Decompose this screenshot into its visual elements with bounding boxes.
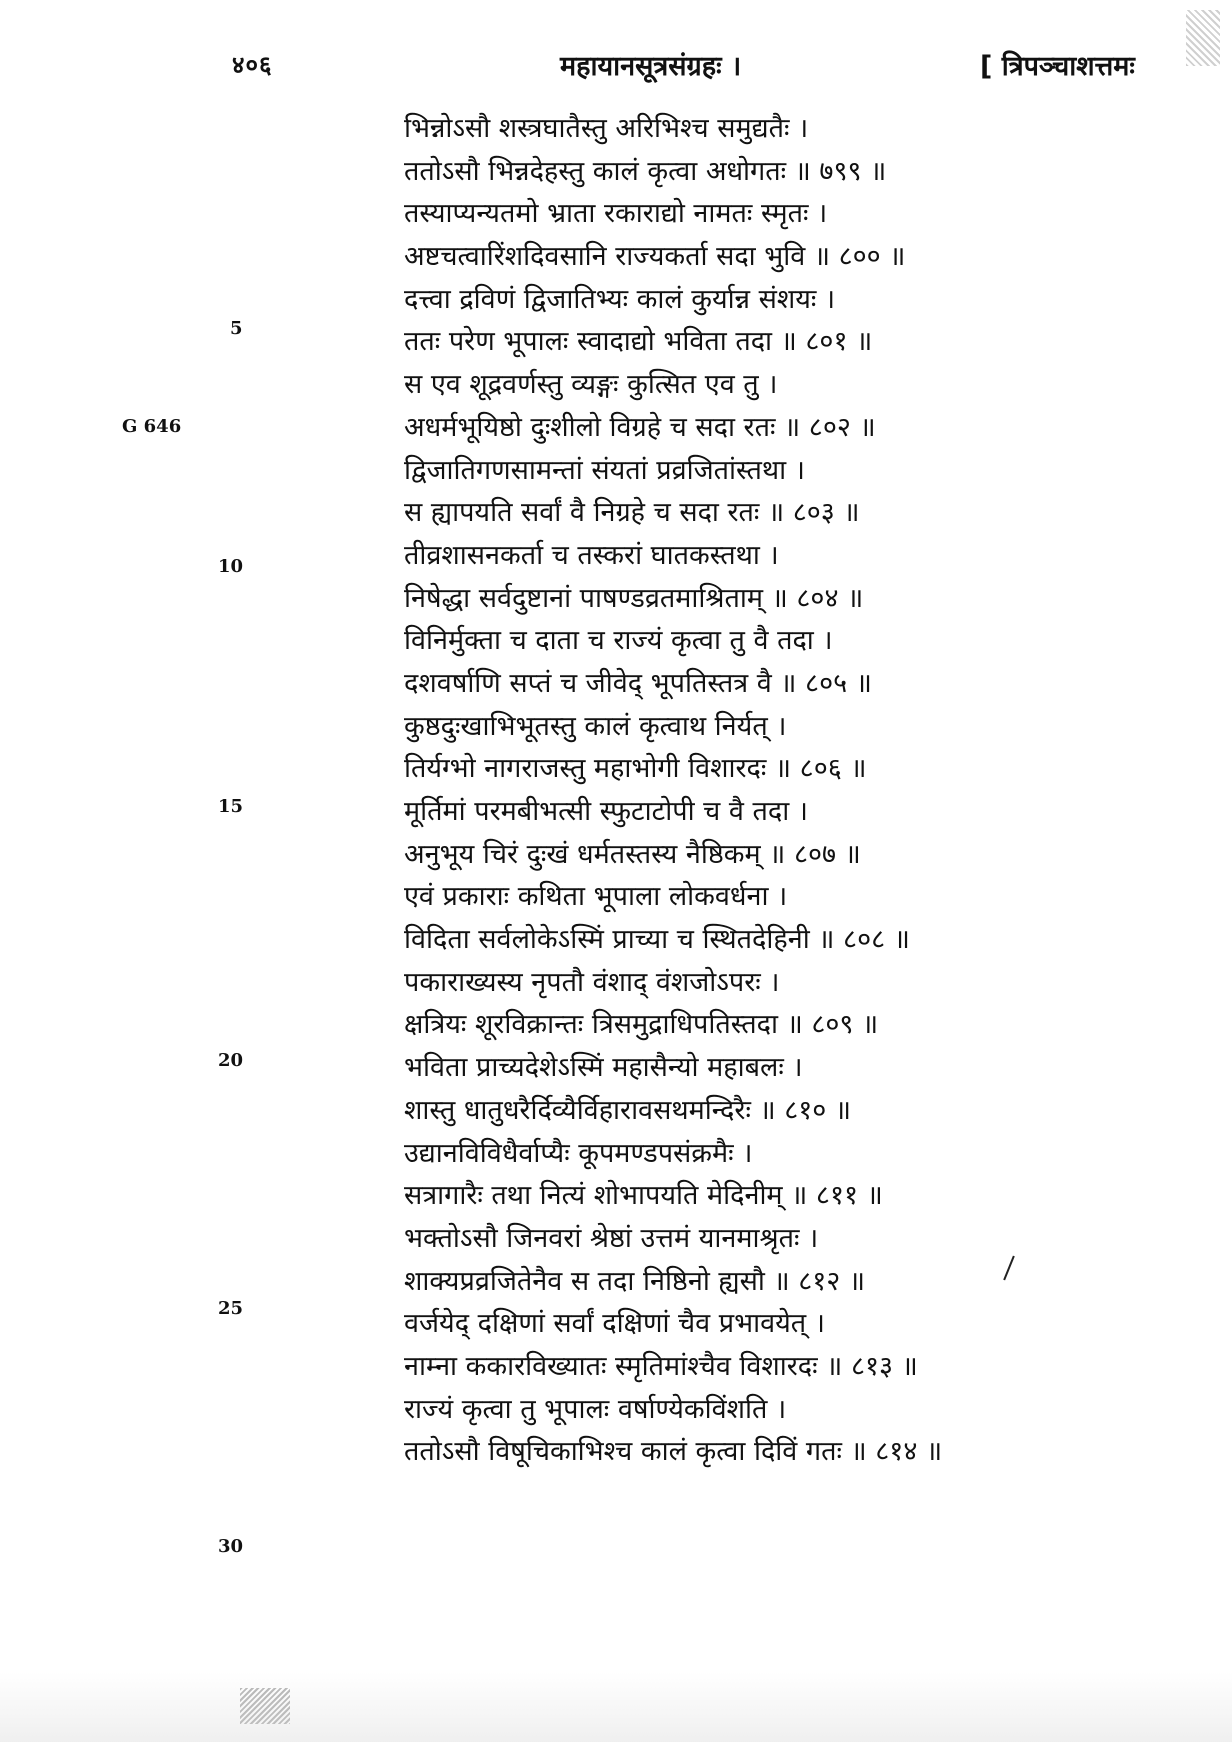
verse-line: अनुभूय चिरं दुःखं धर्मतस्तस्य नैष्ठिकम् ॥ ८०७ ॥ [404, 838, 861, 870]
verse-line: क्षत्रियः शूरविक्रान्तः त्रिसमुद्राधिपतिस्तदा ॥ ८०९ ॥ [404, 1009, 879, 1041]
verse-line: शाक्यप्रव्रजितेनैव स तदा निष्ठिनो ह्यसौ ॥ ८१२ ॥ [404, 1265, 866, 1297]
page-number: ४०६ [232, 51, 273, 79]
verse-line: शास्तु धातुधरैर्दिव्यैर्विहारावसथमन्दिरैः ॥ ८१० ॥ [404, 1094, 852, 1126]
verse-line: कुष्ठदुःखाभिभूतस्तु कालं कृत्वाथ निर्यत् । [404, 710, 787, 742]
verse-line: ततोऽसौ विषूचिकाभिश्च कालं कृत्वा दिविं गतः ॥ ८१४ ॥ [404, 1436, 943, 1468]
gloss-reference: G 646 [122, 416, 182, 437]
verse-line: तस्याप्यन्यतमो भ्राता रकाराद्यो नामतः स्मृतः । [404, 198, 828, 230]
verse-line: भक्तोऽसौ जिनवरां श्रेष्ठां उत्तमं यानमाश्रृतः । [404, 1222, 819, 1254]
verse-line: विदिता सर्वलोकेऽस्मिं प्राच्या च स्थितदेहिनी ॥ ८०८ ॥ [404, 924, 910, 956]
verse-line: नाम्ना ककारविख्यातः स्मृतिमांश्चैव विशारदः ॥ ८१३ ॥ [404, 1350, 918, 1382]
verse-block [404, 108, 1024, 1474]
running-title: महायानसूत्रसंग्रहः । [560, 51, 742, 82]
line-number-30: 30 [218, 1536, 244, 1557]
line-number-10: 10 [218, 556, 244, 577]
verse-line: तिर्यग्भो नागराजस्तु महाभोगी विशारदः ॥ ८०६ ॥ [404, 753, 867, 785]
verse-line: दत्त्वा द्रविणं द्विजातिभ्यः कालं कुर्यान्न संशयः । [404, 283, 836, 315]
line-number-20: 20 [218, 1050, 244, 1071]
verse-line: सत्रागारैः तथा नित्यं शोभापयति मेदिनीम् ॥ ८११ ॥ [404, 1180, 883, 1212]
verse-line: एवं प्रकाराः कथिता भूपाला लोकवर्धना । [404, 881, 788, 913]
verse-line: स ह्यापयति सर्वां वै निग्रहे च सदा रतः ॥ ८०३ ॥ [404, 497, 860, 529]
verse-line: दशवर्षाणि सप्तं च जीवेद् भूपतिस्तत्र वै ॥ ८०५ ॥ [404, 667, 872, 699]
verse-line: मूर्तिमां परमबीभत्सी स्फुटाटोपी च वै तदा । [404, 796, 809, 827]
verse-line: भविता प्राच्यदेशेऽस्मिं महासैन्यो महाबलः । [404, 1052, 803, 1084]
verse-line: अष्टचत्वारिंशदिवसानि राज्यकर्ता सदा भुवि ॥ ८०० ॥ [404, 241, 906, 273]
verse-line: द्विजातिगणसामन्तां संयतां प्रव्रजितांस्तथा । [404, 454, 805, 486]
verse-line: उद्यानविविधैर्वाप्यैः कूपमण्डपसंक्रमैः । [404, 1137, 753, 1169]
verse-line: भिन्नोऽसौ शस्त्रघातैस्तु अरिभिश्च समुद्यतैः । [404, 113, 809, 144]
verse-line: निषेद्धा सर्वदुष्टानां पाषण्डव्रतमाश्रिताम् ॥ ८०४ ॥ [404, 582, 864, 614]
line-number-25: 25 [218, 1298, 244, 1319]
scan-noise [1186, 10, 1220, 66]
verse-line: राज्यं कृत्वा तु भूपालः वर्षाण्येकविंशति । [404, 1393, 787, 1425]
line-number-5: 5 [230, 318, 243, 339]
verse-line: ततः परेण भूपालः स्वादाद्यो भविता तदा ॥ ८०१ ॥ [404, 326, 873, 358]
verse-line: अधर्मभूयिष्ठो दुःशीलो विग्रहे च सदा रतः ॥ ८०२ ॥ [404, 411, 876, 443]
section-heading: [ त्रिपञ्चाशत्तमः [980, 51, 1135, 82]
scan-edge-shading [0, 1672, 1232, 1742]
verse-line: विनिर्मुक्ता च दाता च राज्यं कृत्वा तु वै तदा । [404, 625, 833, 657]
line-number-15: 15 [218, 796, 244, 817]
verse-line: स एव शूद्रवर्णस्तु व्यङ्गः कुत्सित एव तु । [404, 369, 778, 401]
verse-line: पकाराख्यस्य नृपतौ वंशाद् वंशजोऽपरः । [404, 966, 780, 998]
verse-line: तीव्रशासनकर्ता च तस्करां घातकस्तथा । [404, 539, 779, 571]
verse-line: ततोऽसौ भिन्नदेहस्तु कालं कृत्वा अधोगतः ॥ ७९९ ॥ [404, 155, 887, 187]
verse-line: वर्जयेद् दक्षिणां सर्वां दक्षिणां चैव प्रभावयेत् । [404, 1308, 825, 1340]
